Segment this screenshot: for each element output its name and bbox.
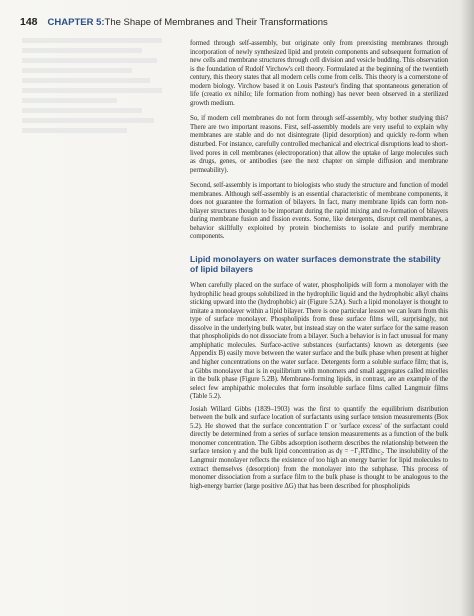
page-number: 148 (20, 16, 38, 28)
paragraph: Second, self-assembly is important to biologists who study the structure and function of model membranes. Although self-assembly is an essential characteristic of membrane components, it does not guarantee the formation of bilayers. In fact, many membrane lipids can form non-bilayer structures thought to be important during the rapid mixing and re-formation of bilayers during membrane fusion and fission events. Some, like detergents, disrupt cell membranes, a behavior skillfully exploited by protein biochemists to isolate and purify membrane components. (190, 182, 448, 241)
show-through-margin (22, 38, 172, 138)
paragraph: When carefully placed on the surface of water, phospholipids will form a monolayer with the hydrophilic head groups solubilized in the hydrophilic liquid and the hydrophobic alkyl chains sticking upward into the (hydrophobic) air (Figure 5.2A). Such a lipid monolayer is thought to imitate a monolayer within a lipid bilayer. There is one particular lesson we can learn from this type of surface monolayer. Phospholipids from these surface films will, surprisingly, not dissolve in the underlying bulk water, but instead stay on the water surface for the same reason that phospholipids do not dissociate from a bilayer. Such a behavior is in fact unusual for many amphiphatic molecules. Surface-active substances (surfactants) known as detergents (see Appendix B) easily move between the water surface and the bulk phase when present at higher and higher concentrations on the water surface. Detergents form a soluble surface film; that is, a Gibbs monolayer that is in equilibrium with monomers and small aggregates called micelles in the bulk phase (Figure 5.2B). Membrane-forming lipids, in contrast, are an example of the select few amphipathic molecules that form insoluble surface films called Langmuir films (Table 5.2). (190, 282, 448, 401)
paragraph: So, if modern cell membranes do not form through self-assembly, why bother studying this? There are two important reasons. First, self-assembly models are very useful to explain why membranes are stable and do not disintegrate (lipid desorption) and quickly re-form when disturbed. For instance, carefully controlled mechanical and electrical disruptions lead to short-lived pores in cell membranes (electroporation) that allow the uptake of large molecules such as drugs, genes, or antibodies (see the next chapter on simple diffusion and membrane permeability). (190, 115, 448, 174)
main-text-column (190, 40, 448, 498)
chapter-title-text: The Shape of Membranes and Their Transformations (104, 17, 328, 28)
chapter-label: CHAPTER 5: (47, 17, 105, 28)
running-header (20, 16, 328, 28)
chapter-title (48, 17, 328, 28)
paragraph: Josiah Willard Gibbs (1839–1903) was the first to quantify the equilibrium distribution between the bulk and surface location of surfactants using surface tension measurements (Box 5.2). He showed that the surface concentration Γ or 'surface excess' of the surfactant could directly be determined from a series of surface tension measurements as a function of the bulk monomer concentration. The Gibbs adsorption isotherm describes the relationship between the surface tension γ and the bulk lipid concentration as dγ = −Γ₂RTdlnc₂. The insolubility of the Langmuir monolayer reflects the existence of too high an energy barrier for lipid molecules to extract themselves (desorption) from the monolayer into the subphase. This process of monomer dissociation from a surface film to the bulk phase is thought to be analogous to the high-energy barrier (large positive ΔG) that has been described for phospholipids (190, 405, 448, 490)
section-heading: Lipid monolayers on water surfaces demonstrate the stability of lipid bilayers (190, 254, 441, 275)
paragraph: formed through self-assembly, but originate only from preexisting membranes through incorporation of newly synthesized lipid and protein components and subsequent formation of new cells and membrane structures through cell division and vesicle budding. This observation is the foundation of Rudolf Virchow's cell theory. Formulated at the beginning of the twentieth century, this theory states that all modern cells come from cells. This theory is a cornerstone of modern biology. Virchow based it on Louis Pasteur's finding that spontaneous generation of life (creatio ex nihilo; life formation from nothing) has never been observed in a sterilized growth medium. (190, 40, 448, 107)
book-spine-shadow (460, 0, 474, 616)
